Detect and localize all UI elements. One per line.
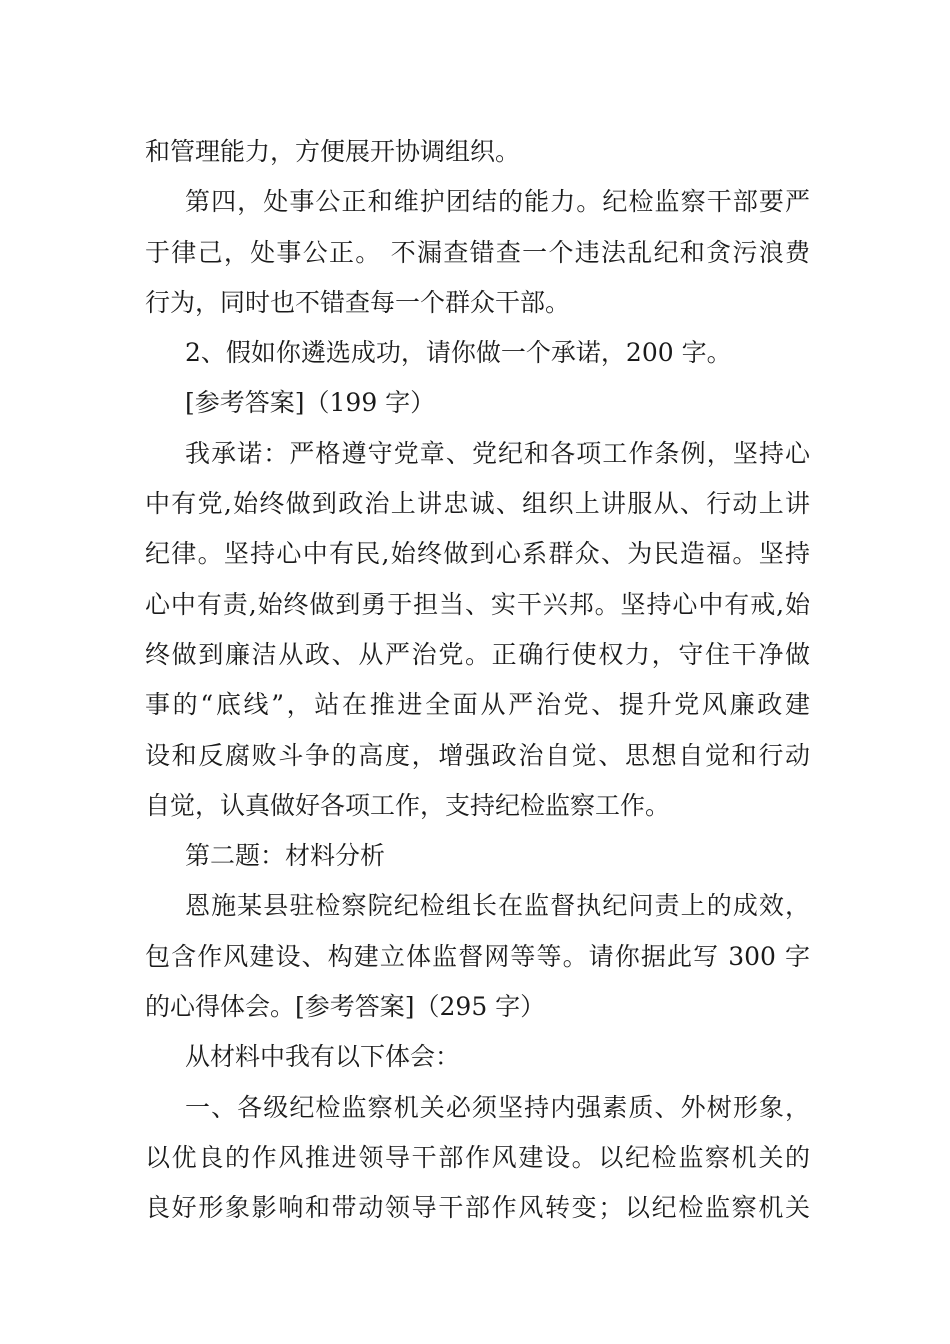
text-line: 我承诺：严格遵守党章、党纪和各项工作条例，坚持心: [185, 438, 810, 468]
text-line: 和管理能力，方便展开协调组织。: [145, 137, 521, 166]
text-line: 第四，处事公正和维护团结的能力。纪检监察干部要严: [185, 187, 810, 217]
text-line: 从材料中我有以下体会：: [185, 1042, 461, 1072]
text-line: 自觉，认真做好各项工作，支持纪检监察工作。: [145, 790, 671, 820]
text-line: 包含作风建设、构建立体监督网等等。请你据此写 300 字: [145, 941, 810, 971]
text-line: 恩施某县驻检察院纪检组长在监督执纪问责上的成效，: [185, 891, 810, 921]
section-heading: 第二题：材料分析: [185, 841, 386, 871]
reference-answer-label: [参考答案]（199 字）: [185, 388, 436, 418]
text-line: 行为，同时也不错查每一个群众干部。: [145, 287, 571, 317]
text-line: 的心得体会。[参考答案]（295 字）: [145, 992, 546, 1022]
text-line: 良好形象影响和带动领导干部作风转变；以纪检监察机关: [145, 1193, 810, 1223]
text-line: 于律己，处事公正。 不漏查错查一个违法乱纪和贪污浪费: [145, 237, 810, 267]
document-body: [145, 127, 810, 1234]
text-line: 设和反腐败斗争的高度，增强政治自觉、思想自觉和行动: [145, 740, 810, 770]
text-line: 纪律。坚持心中有民,始终做到心系群众、为民造福。坚持: [145, 539, 810, 569]
text-line: 中有党,始终做到政治上讲忠诚、组织上讲服从、行动上讲: [145, 489, 810, 519]
text-line: 以优良的作风推进领导干部作风建设。以纪检监察机关的: [145, 1142, 810, 1172]
text-line: 心中有责,始终做到勇于担当、实干兴邦。坚持心中有戒,始: [145, 589, 810, 619]
text-line: 事的“底线”，站在推进全面从严治党、提升党风廉政建: [145, 690, 810, 720]
text-line: 一、各级纪检监察机关必须坚持内强素质、外树形象，: [185, 1092, 810, 1122]
text-line: 终做到廉洁从政、从严治党。正确行使权力，守住干净做: [145, 639, 810, 669]
question-heading: 2、假如你遴选成功，请你做一个承诺，200 字。: [185, 338, 732, 368]
